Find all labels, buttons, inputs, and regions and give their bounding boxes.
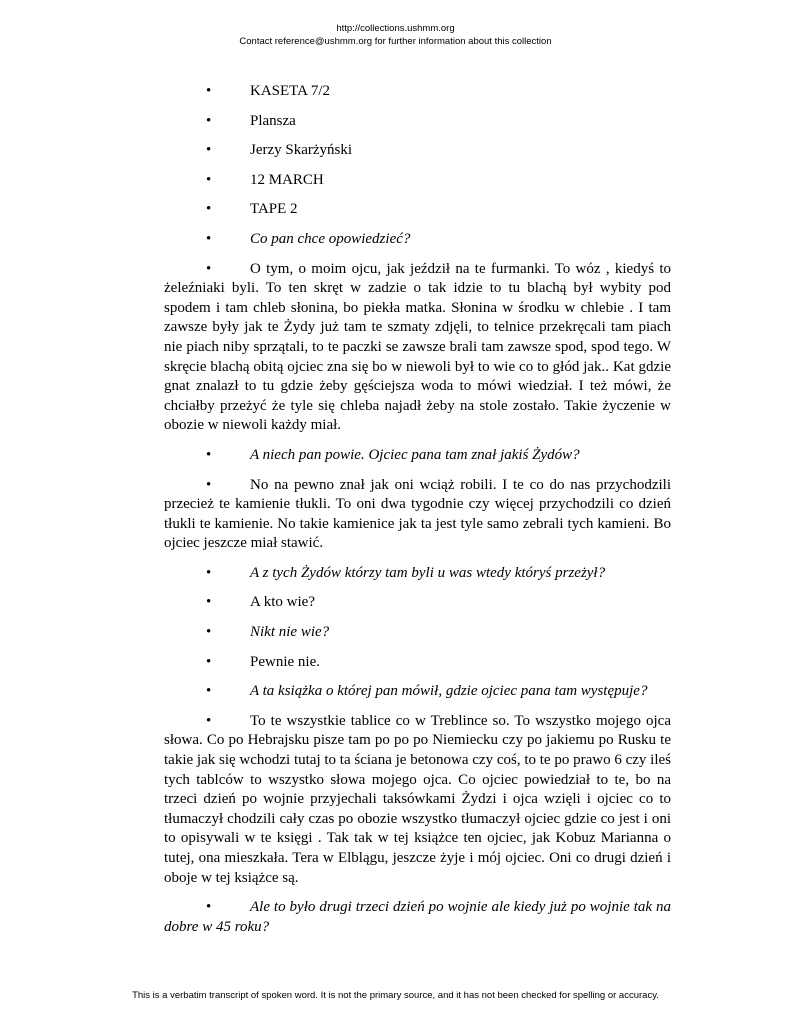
question-text: Co pan chce opowiedzieć? (250, 230, 411, 247)
answer-2 (164, 476, 671, 554)
page-footer: This is a verbatim transcript of spoken word. It is not the primary source, and it has not been checked for spelling or accuracy. (132, 990, 659, 1001)
question-2 (164, 446, 671, 466)
bullet: • (206, 112, 212, 129)
bullet: • (206, 230, 212, 247)
question-3 (164, 564, 671, 584)
tape-label: TAPE 2 (250, 201, 298, 218)
bullet: • (206, 624, 212, 641)
question-text: A ta książka o której pan mówił, gdzie ojciec pana tam występuje? (250, 683, 648, 700)
bullet: • (206, 899, 212, 916)
bullet: • (206, 564, 212, 581)
answer-3 (164, 593, 671, 613)
plansza-label: Plansza (250, 112, 296, 129)
kaseta-label: KASETA 7/2 (250, 83, 331, 99)
answer-text: A kto wie? (250, 594, 315, 611)
answer-text: No na pewno znał jak oni wciąż robili. I te co do nas przychodzili przecież te kamienie tłukli. To oni dwa tygodnie czy więcej przychodzili co dzień tłukli te kamienie. No takie kamienice jak ta jest tyle samo zebrali tych kamieni. Bo ojciec jeszcze miał stawić. (164, 476, 671, 552)
transcript-body (164, 82, 671, 947)
bullet: • (206, 712, 212, 729)
bullet: • (206, 446, 212, 463)
bullet: • (206, 260, 212, 277)
question-text: A niech pan powie. Ojciec pana tam znał jakiś Żydów? (250, 446, 580, 463)
bullet: • (206, 142, 212, 159)
answer-1 (164, 260, 671, 436)
contact-line: Contact reference@ushmm.org for further information about this collection (239, 36, 552, 47)
answer-text: To te wszystkie tablice co w Treblince so. To wszystko mojego ojca słowa. Co po Hebrajsku pisze tam po po po Niemiecku czy po jakiemu po Rusku te takie jak się wchodzi tutaj to ta ściana je betonowa czy coś, to te po prawo 6 czy ileś tych tablców to wszystko słowa mojego ojca. Co ojciec powiedział to te, bo na trzeci dzień po wojnie przyjechali taksówkami Żydzi i ojca wzięli i ojciec co to tłumaczył chodzili cały czas po obozie wszystko tłumaczył ojciec gdzie co jest i oni to opisywali w te księgi . Tak tak w tej książce ten ojciec, jak Kobuz Marianna o tutej, ona mieszkała. Tera w Elblągu, jeszcze żyje i mój ojciec. Oni co drugi dzień i oboje w tej książce są. (164, 712, 671, 886)
bullet: • (206, 653, 212, 670)
interviewee-name: Jerzy Skarżyński (250, 142, 353, 159)
list-item-plansza (164, 112, 671, 132)
bullet: • (206, 171, 212, 188)
answer-4 (164, 653, 671, 673)
question-text: Nikt nie wie? (250, 624, 330, 641)
answer-5 (164, 712, 671, 888)
answer-text: Pewnie nie. (250, 653, 320, 670)
question-5 (164, 682, 671, 702)
answer-text: O tym, o moim ojcu, jak jeździł na te furmanki. To wóz , kiedyś to żeleźniaki byli. To ten skręt w zadzie o tak idzie to tu blachą był wybity pod spodem i tam chleb słonina, bo piekła matka. Słonina w środku w chlebie . I tam zawsze były jak te Żydy już tam te szmaty zdjęli, to telnice przekręcali tam piach nie piach niby sprzątali, to te paczki se zawsze brali tam zawsze spod, spod tego. W skręcie blachą obitą ojciec zna się bo w niewoli był to wie co to głód jak.. Kat gdzie gnat znalazł to tu gdzie żeby gęściejsza woda to mówi wiedział. I też mówi, że chciałby przeżyć że tyle się chleba najadł żeby na stole zostało. Takie życzenie w obozie w niewoli każdy miał. (164, 260, 671, 434)
list-item-tape (164, 200, 671, 220)
list-item-name (164, 141, 671, 161)
list-item-kaseta (164, 82, 671, 102)
question-text: A z tych Żydów którzy tam byli u was wtedy któryś przeżył? (250, 564, 606, 581)
bullet: • (206, 476, 212, 493)
bullet: • (206, 83, 212, 99)
interview-date: 12 MARCH (250, 171, 324, 188)
question-6 (164, 898, 671, 937)
question-4 (164, 623, 671, 643)
list-item-date (164, 171, 671, 191)
page-header (0, 22, 791, 48)
question-1 (164, 230, 671, 250)
question-text: Ale to było drugi trzeci dzień po wojnie ale kiedy już po wojnie tak na dobre w 45 roku? (164, 899, 671, 935)
collection-url[interactable]: http://collections.ushmm.org (336, 23, 455, 34)
bullet: • (206, 683, 212, 700)
bullet: • (206, 594, 212, 611)
bullet: • (206, 201, 212, 218)
